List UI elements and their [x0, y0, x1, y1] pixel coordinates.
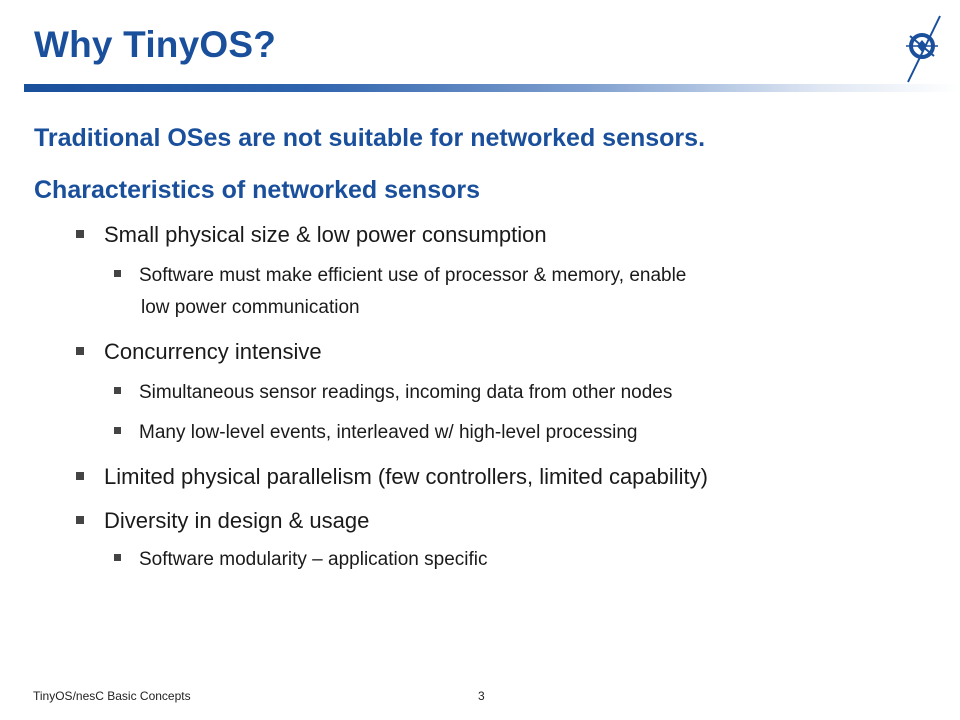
page-number: 3	[478, 689, 485, 703]
bullet-item	[76, 222, 547, 248]
bullet-text: Small physical size & low power consumption	[104, 222, 547, 247]
heading-characteristics: Characteristics of networked sensors	[34, 176, 480, 204]
square-bullet-icon	[76, 347, 84, 355]
sub-bullet-text: Software modularity – application specific	[139, 549, 488, 570]
compass-logo-icon	[896, 12, 950, 84]
footer-title: TinyOS/nesC Basic Concepts	[33, 689, 191, 703]
bullet-text: Concurrency intensive	[104, 339, 322, 364]
square-bullet-icon	[114, 554, 121, 561]
title-underline-bar	[24, 84, 960, 92]
bullet-text: Diversity in design & usage	[104, 508, 370, 533]
heading-traditional-oses: Traditional OSes are not suitable for networked sensors.	[34, 124, 706, 152]
bullet-item	[76, 464, 708, 490]
sub-bullet-text: Many low-level events, interleaved w/ high-level processing	[139, 422, 638, 443]
slide-title: Why TinyOS?	[34, 24, 277, 65]
square-bullet-icon	[114, 427, 121, 434]
square-bullet-icon	[76, 472, 84, 480]
square-bullet-icon	[114, 270, 121, 277]
bullet-item	[76, 339, 322, 365]
bullet-item	[76, 508, 369, 534]
sub-bullet-item	[114, 422, 637, 444]
bullet-text: Limited physical parallelism (few controllers, limited capability)	[104, 464, 708, 489]
sub-bullet-item	[114, 382, 672, 404]
sub-bullet-continuation: low power communication	[141, 297, 360, 318]
sub-bullet-item	[114, 265, 686, 287]
square-bullet-icon	[76, 230, 84, 238]
square-bullet-icon	[76, 516, 84, 524]
sub-bullet-text: Simultaneous sensor readings, incoming data from other nodes	[139, 382, 673, 403]
sub-bullet-text: Software must make efficient use of processor & memory, enable	[139, 265, 687, 286]
square-bullet-icon	[114, 387, 121, 394]
sub-bullet-item	[114, 549, 488, 571]
